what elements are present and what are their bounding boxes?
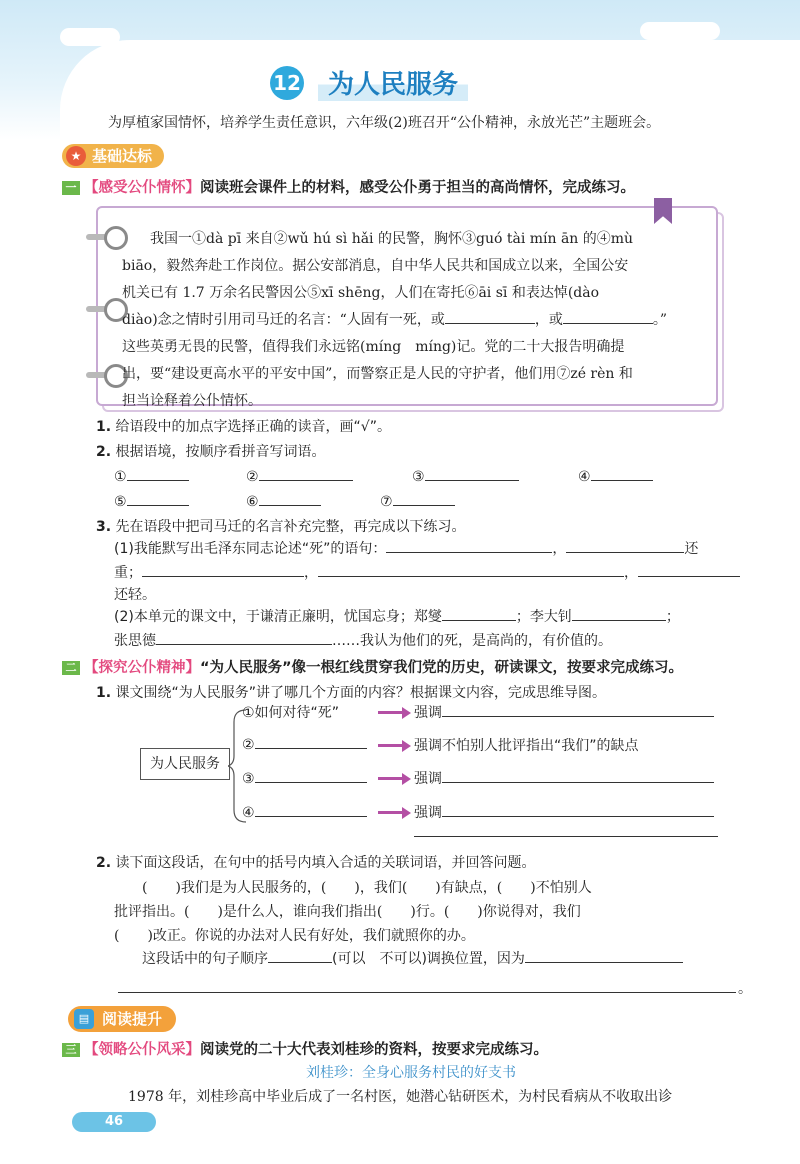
punctuation: ；: [665, 609, 680, 625]
punctuation: ，: [624, 565, 638, 581]
section1-heading: [62, 176, 635, 197]
answer-blank[interactable]: [393, 491, 455, 506]
circle-number: ④: [578, 469, 591, 485]
arrow-head-icon: [402, 707, 411, 719]
mindmap-result-2: 强调不怕别人批评指出“我们”的缺点: [414, 738, 639, 754]
mindmap-center: 为人民服务: [140, 748, 230, 780]
quote-blank-1[interactable]: [445, 309, 535, 324]
passage-line: 机关已有 1.7 万余名民警因公⑤xī shēng，人们在寄托⑥āi sī 和表达悼(dào: [122, 285, 600, 301]
lesson-title: [270, 64, 468, 100]
basic-badge: [62, 144, 164, 168]
cloud-decoration: [640, 22, 720, 40]
passage-text-span: diào)念之情时引用司马迁的名言：“人固有一死，或: [122, 312, 445, 328]
s1-question-1: [96, 416, 391, 436]
answer-blank[interactable]: [268, 948, 332, 963]
circle-number: ⑦: [380, 494, 393, 510]
pinyin-answer-2: [246, 466, 353, 485]
pinyin-answer-3: [412, 466, 519, 485]
passage-line: 出，要“建设更高水平的平安中国”，而警察正是人民的守护者，他们用⑦zé rèn 和: [122, 366, 633, 382]
passage-line: ( )我们是为人民服务的，( )，我们( )有缺点，( )不怕别人: [142, 880, 592, 896]
reading-badge: [68, 1006, 176, 1032]
arrow-icon: [378, 711, 404, 714]
answer-blank[interactable]: [127, 491, 189, 506]
answer-blank[interactable]: [638, 562, 740, 577]
quote-blank-2[interactable]: [563, 309, 653, 324]
circle-number: ⑥: [246, 494, 259, 510]
punctuation: ，: [304, 565, 318, 581]
answer-blank[interactable]: [386, 538, 552, 553]
page-number: 46: [72, 1112, 156, 1132]
s2-q2-order: [142, 948, 683, 968]
mindmap-branch-1: ①如何对待“死”: [242, 705, 340, 721]
question-text: 课文围绕“为人民服务”讲了哪几个方面的内容？根据课文内容，完成思维导图。: [115, 685, 607, 701]
answer-blank[interactable]: [442, 802, 714, 817]
answer-blank[interactable]: [255, 802, 367, 817]
passage-line: 批评指出。( )是什么人，谁向我们指出( )行。( )你说得对，我们: [114, 904, 581, 920]
s2-question-1: [96, 682, 606, 702]
result-text: 强调: [414, 805, 442, 821]
answer-blank[interactable]: [425, 466, 519, 481]
s2-question-2: [96, 852, 536, 872]
passage-line: 担当诠释着公仆情怀。: [122, 393, 262, 409]
section-number-icon: 二: [62, 661, 80, 675]
arrow-head-icon: [402, 740, 411, 752]
question-number: 2.: [96, 444, 112, 460]
answer-blank[interactable]: [255, 768, 367, 783]
section-number-icon: 三: [62, 1043, 80, 1057]
arrow-head-icon: [402, 807, 411, 819]
section-number-icon: 一: [62, 181, 80, 195]
q3-2-line-a: [114, 606, 680, 626]
answer-blank[interactable]: [525, 948, 683, 963]
branch-number: ②: [242, 737, 255, 753]
question-text: 这段话中的句子顺序: [142, 951, 268, 967]
answer-blank[interactable]: [442, 768, 714, 783]
lesson-title-text: 为人民服务: [318, 64, 468, 101]
pinyin-answer-6: [246, 491, 321, 510]
mindmap-result-3: [414, 768, 714, 788]
question-text: 重；: [114, 565, 142, 581]
answer-blank[interactable]: [142, 562, 304, 577]
cloud-decoration: [60, 28, 120, 46]
period: 。: [738, 981, 752, 997]
circle-number: ②: [246, 469, 259, 485]
question-number: 1.: [96, 685, 112, 701]
result-text: 强调: [414, 771, 442, 787]
section1-tag: 【感受公仆情怀】: [84, 180, 200, 196]
answer-blank[interactable]: [156, 630, 332, 645]
s1-question-3: [96, 516, 466, 536]
answer-blank[interactable]: [591, 466, 653, 481]
answer-blank[interactable]: [442, 702, 714, 717]
question-text: 读下面这段话，在句中的括号内填入合适的关联词语，并回答问题。: [115, 855, 536, 871]
pinyin-answer-1: [114, 466, 189, 485]
punctuation: ，: [552, 541, 567, 557]
passage-line: 这些英勇无畏的民警，值得我们永远铭(míng míng)记。党的二十大报告明确提: [122, 339, 625, 355]
result-text: 强调: [414, 705, 442, 721]
question-number: 1.: [96, 419, 112, 435]
s2-q2-passage: [114, 876, 754, 948]
answer-blank[interactable]: [259, 491, 321, 506]
answer-blank[interactable]: [566, 538, 684, 553]
branch-number: ③: [242, 771, 255, 787]
circle-number: ⑤: [114, 494, 127, 510]
answer-blank[interactable]: [442, 606, 516, 621]
lesson-number: 12: [270, 66, 304, 100]
branch-number: ④: [242, 805, 255, 821]
q3-1-line-c: 还轻。: [114, 587, 156, 603]
q3-1-line-a: [114, 538, 698, 558]
answer-blank[interactable]: [572, 606, 666, 621]
answer-blank[interactable]: [318, 562, 624, 577]
arrow-head-icon: [402, 773, 411, 785]
question-number: 3.: [96, 519, 112, 535]
answer-blank[interactable]: [255, 734, 367, 749]
mindmap-branch-4: [242, 802, 367, 821]
question-text: 给语段中的加点字选择正确的读音，画“√”。: [115, 419, 391, 435]
book-icon: ▤: [74, 1009, 94, 1029]
passage-text-span: ，或: [534, 312, 563, 328]
reading-badge-label: 阅读提升: [102, 1010, 163, 1028]
passage-text-span: 。”: [652, 312, 668, 328]
pinyin-answer-5: [114, 491, 189, 510]
question-text: 还: [684, 541, 699, 557]
answer-line[interactable]: [118, 992, 736, 993]
passage-line: 我国一①dà pī 来自②wǔ hú sì hǎi 的民警，胸怀③guó tài mín ān 的④mù: [150, 231, 634, 247]
question-text: (1)我能默写出毛泽东同志论述“死”的语句：: [114, 541, 387, 557]
s1-question-2: [96, 441, 326, 461]
question-text: (可以 不可以)调换位置，因为: [332, 951, 525, 967]
pinyin-answer-7: [380, 491, 455, 510]
medal-icon: ★: [66, 146, 86, 166]
mindmap-branch-2: [242, 734, 367, 753]
circle-number: ③: [412, 469, 425, 485]
arrow-icon: [378, 777, 404, 780]
mindmap-branch-3: [242, 768, 367, 787]
q3-2-line-b: [114, 630, 612, 650]
mindmap-result-1: [414, 702, 714, 722]
answer-blank[interactable]: [127, 466, 189, 481]
arrow-icon: [378, 811, 404, 814]
arrow-icon: [378, 744, 404, 747]
question-text: ……我认为他们的死，是高尚的，有价值的。: [332, 633, 612, 649]
question-text: 先在语段中把司马迁的名言补充完整，再完成以下练习。: [115, 519, 466, 535]
intro-text: 为厚植家国情怀，培养学生责任意识，六年级(2)班召开“公仆精神，永放光芒”主题班会。: [108, 115, 661, 131]
article-body: 1978 年，刘桂珍高中毕业后成了一名村医，她潜心钻研医术，为村民看病从不收取出诊: [128, 1089, 673, 1105]
passage-line: [122, 307, 712, 334]
question-number: 2.: [96, 855, 112, 871]
section3-heading: [62, 1038, 548, 1059]
article-subtitle: 刘桂珍：全身心服务村民的好支书: [306, 1065, 516, 1081]
answer-line[interactable]: [414, 836, 718, 837]
section2-instruction: “为人民服务”像一根红线贯穿我们党的历史，研读课文，按要求完成练习。: [200, 660, 684, 676]
section3-tag: 【领略公仆风采】: [84, 1042, 200, 1058]
question-text: ；李大钊: [515, 609, 572, 625]
q3-1-line-b: [114, 562, 740, 582]
question-text: 根据语境，按顺序看拼音写词语。: [115, 444, 326, 460]
question-text: (2)本单元的课文中，于谦清正廉明，忧国忘身；郑燮: [114, 609, 442, 625]
passage-line: biāo，毅然奔赴工作岗位。据公安部消息，自中华人民共和国成立以来，全国公安: [122, 258, 629, 274]
answer-blank[interactable]: [259, 466, 353, 481]
section2-tag: 【探究公仆精神】: [84, 660, 200, 676]
section2-heading: [62, 656, 683, 677]
basic-badge-label: 基础达标: [92, 147, 153, 165]
question-text: 张思德: [114, 633, 156, 649]
section1-instruction: 阅读班会课件上的材料，感受公仆勇于担当的高尚情怀，完成练习。: [200, 180, 635, 196]
section3-instruction: 阅读党的二十大代表刘桂珍的资料，按要求完成练习。: [200, 1042, 548, 1058]
header-curve: [60, 40, 800, 180]
passage-text: [122, 226, 712, 415]
pinyin-answer-4: [578, 466, 653, 485]
passage-line: ( )改正。你说的办法对人民有好处，我们就照你的办。: [114, 928, 475, 944]
circle-number: ①: [114, 469, 127, 485]
mindmap-result-4: [414, 802, 714, 822]
